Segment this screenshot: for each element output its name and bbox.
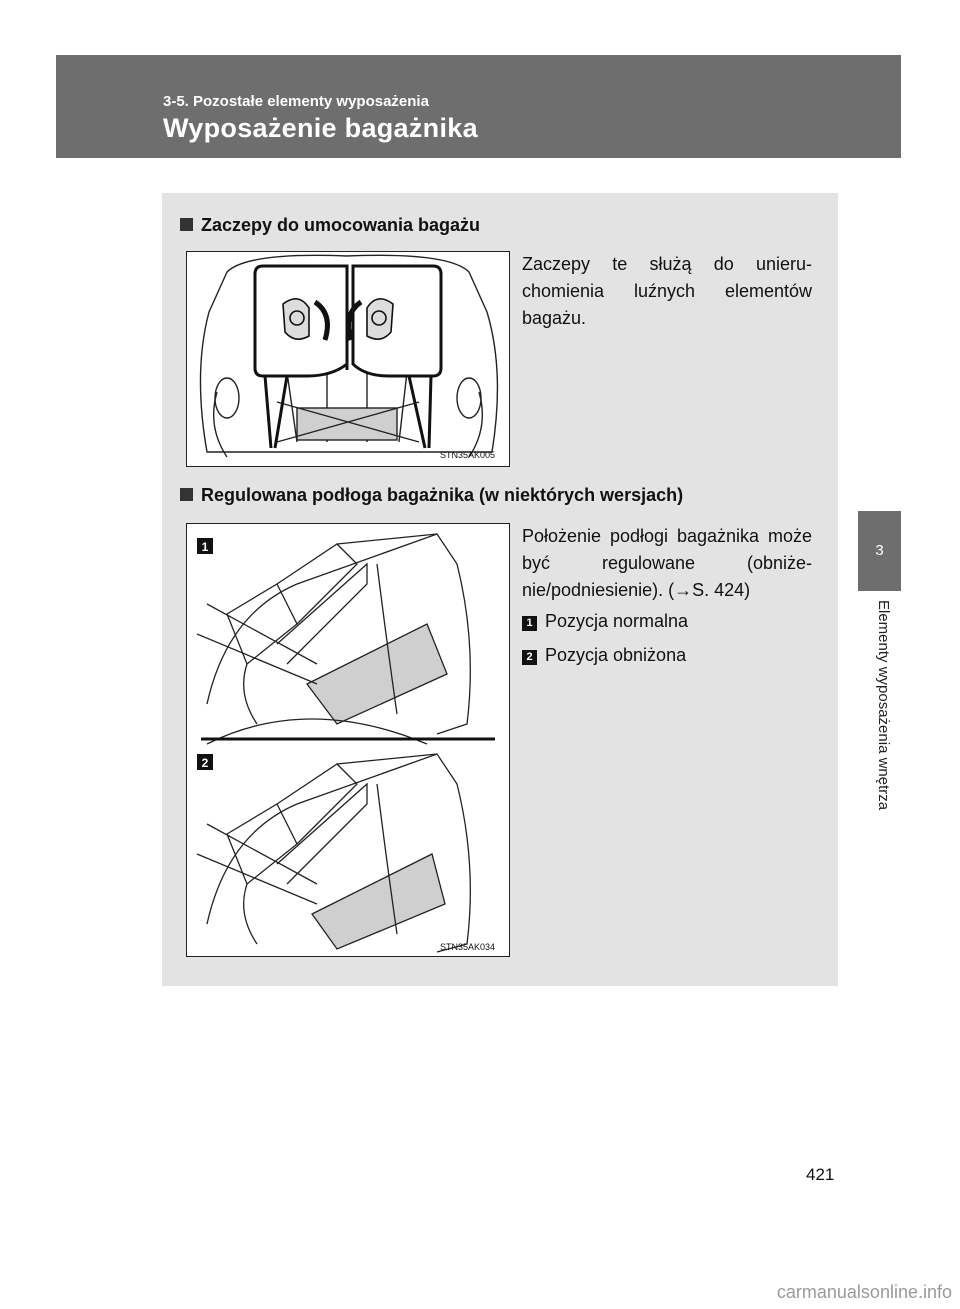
luggage-hooks-figure xyxy=(186,251,510,467)
section1-text: Zaczepy te służą do unieru-chomienia luźnych elementów bagażu. xyxy=(522,254,812,328)
square-bullet-icon xyxy=(180,488,193,501)
section2-heading: Regulowana podłoga bagażnika (w niektórych wersjach) xyxy=(180,485,683,506)
content-panel xyxy=(162,193,838,986)
adjustable-floor-figure xyxy=(186,523,510,957)
page-number: 421 xyxy=(806,1165,835,1184)
number-badge-icon: 1 xyxy=(522,616,537,631)
adjustable-floor-illustration xyxy=(187,524,509,956)
svg-text:2: 2 xyxy=(201,756,209,770)
list-item: 2 Pozycja obniżona xyxy=(522,645,686,666)
section1-heading: Zaczepy do umocowania bagażu xyxy=(180,215,480,236)
list-item: 1 Pozycja normalna xyxy=(522,611,688,632)
section2-text: Położenie podłogi bagażnika może być regulowane (obniże-nie/podniesienie). (→S. 424) xyxy=(522,526,812,600)
square-bullet-icon xyxy=(180,218,193,231)
number-badge-icon: 2 xyxy=(522,650,537,665)
luggage-hooks-illustration xyxy=(187,252,509,466)
figure1-code: STN35AK005 xyxy=(440,450,496,460)
page-header xyxy=(56,55,901,158)
figure2-code: STN35AK034 xyxy=(440,942,496,952)
chapter-label: Elementy wyposażenia wnętrza xyxy=(875,600,892,811)
section-path: 3-5. Pozostałe elementy wyposażenia xyxy=(163,93,429,110)
svg-text:1: 1 xyxy=(201,540,209,554)
watermark: carmanualsonline.info xyxy=(776,1282,952,1302)
chapter-tab: 3 xyxy=(858,511,901,591)
page-title: Wyposażenie bagażnika xyxy=(163,113,478,143)
